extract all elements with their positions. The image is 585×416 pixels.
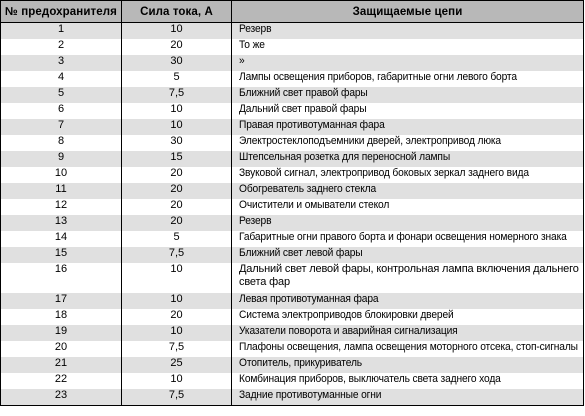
cell-fuse-number: 1	[1, 23, 122, 40]
table-row	[1, 263, 584, 293]
cell-circuit	[232, 119, 584, 135]
cell-current: 30	[122, 55, 232, 71]
cell-circuit	[232, 87, 584, 103]
cell-circuit	[232, 183, 584, 199]
table-row	[1, 183, 584, 199]
header-current: Сила тока, А	[122, 1, 232, 23]
circuit-label: Задние противотуманные огни	[239, 389, 382, 401]
cell-fuse-number: 3	[1, 55, 122, 71]
cell-current: 7,5	[122, 389, 232, 406]
cell-circuit	[232, 199, 584, 215]
table-row	[1, 39, 584, 55]
circuit-label: Система электроприводов блокировки дверей	[239, 309, 454, 321]
cell-fuse-number: 8	[1, 135, 122, 151]
cell-current: 25	[122, 357, 232, 373]
circuit-label: Резерв	[239, 23, 272, 35]
cell-current: 10	[122, 373, 232, 389]
cell-fuse-number: 15	[1, 247, 122, 263]
cell-fuse-number: 17	[1, 293, 122, 309]
table-row	[1, 71, 584, 87]
cell-fuse-number: 7	[1, 119, 122, 135]
table-row	[1, 215, 584, 231]
table-row	[1, 55, 584, 71]
header-row	[1, 1, 584, 23]
cell-current: 20	[122, 215, 232, 231]
cell-fuse-number: 12	[1, 199, 122, 215]
circuit-label: Габаритные огни правого борта и фонари освещения номерного знака	[239, 231, 567, 243]
circuit-label: Звуковой сигнал, электропривод боковых зеркал заднего вида	[239, 167, 529, 179]
table-row	[1, 373, 584, 389]
cell-fuse-number: 2	[1, 39, 122, 55]
cell-circuit	[232, 373, 584, 389]
circuit-label: Электростеклоподъемники дверей, электропривод люка	[239, 135, 501, 147]
cell-circuit	[232, 341, 584, 357]
cell-circuit	[232, 231, 584, 247]
table-row	[1, 293, 584, 309]
cell-circuit	[232, 389, 584, 406]
table-row	[1, 357, 584, 373]
cell-current: 20	[122, 199, 232, 215]
cell-current: 7,5	[122, 87, 232, 103]
circuit-label: Очистители и омыватели стекол	[239, 199, 390, 211]
circuit-label: То же	[239, 39, 265, 51]
cell-circuit	[232, 293, 584, 309]
cell-current: 10	[122, 263, 232, 293]
circuit-label: »	[239, 55, 245, 67]
table-row	[1, 119, 584, 135]
cell-current: 10	[122, 119, 232, 135]
cell-circuit	[232, 71, 584, 87]
cell-current: 5	[122, 71, 232, 87]
cell-fuse-number: 13	[1, 215, 122, 231]
cell-fuse-number: 20	[1, 341, 122, 357]
cell-current: 20	[122, 39, 232, 55]
cell-fuse-number: 6	[1, 103, 122, 119]
circuit-label: Плафоны освещения, лампа освещения моторного отсека, стоп-сигналы	[239, 341, 578, 353]
table-row	[1, 325, 584, 341]
cell-fuse-number: 18	[1, 309, 122, 325]
circuit-label: Ближний свет левой фары	[239, 247, 363, 259]
circuit-label: Штепсельная розетка для переносной лампы	[239, 151, 451, 163]
table-row	[1, 341, 584, 357]
circuit-label: Левая противотуманная фара	[239, 293, 379, 305]
circuit-label: Резерв	[239, 215, 272, 227]
table-row	[1, 135, 584, 151]
cell-current: 7,5	[122, 247, 232, 263]
table-row	[1, 309, 584, 325]
cell-current: 10	[122, 325, 232, 341]
table-row	[1, 151, 584, 167]
cell-fuse-number: 9	[1, 151, 122, 167]
cell-current: 10	[122, 103, 232, 119]
cell-circuit	[232, 247, 584, 263]
table-row	[1, 23, 584, 40]
cell-fuse-number: 4	[1, 71, 122, 87]
cell-current: 5	[122, 231, 232, 247]
circuit-label: Дальний свет левой фары, контрольная лампа включения дальнего света фар	[239, 263, 579, 288]
cell-fuse-number: 5	[1, 87, 122, 103]
table-row	[1, 87, 584, 103]
cell-circuit	[232, 215, 584, 231]
table-row	[1, 167, 584, 183]
table-body	[1, 23, 584, 406]
cell-circuit	[232, 325, 584, 341]
header-fuse-number: № предохранителя	[1, 1, 122, 23]
table-row	[1, 247, 584, 263]
table-row	[1, 231, 584, 247]
cell-fuse-number: 10	[1, 167, 122, 183]
cell-fuse-number: 11	[1, 183, 122, 199]
cell-circuit	[232, 151, 584, 167]
cell-circuit	[232, 23, 584, 40]
circuit-label: Правая противотуманная фара	[239, 119, 385, 131]
cell-circuit	[232, 263, 584, 293]
cell-current: 15	[122, 151, 232, 167]
cell-current: 20	[122, 309, 232, 325]
table-row	[1, 199, 584, 215]
cell-circuit	[232, 39, 584, 55]
cell-circuit	[232, 103, 584, 119]
circuit-label: Указатели поворота и аварийная сигнализация	[239, 325, 458, 337]
cell-circuit	[232, 357, 584, 373]
cell-circuit	[232, 167, 584, 183]
cell-current: 10	[122, 23, 232, 40]
cell-circuit	[232, 309, 584, 325]
cell-fuse-number: 16	[1, 263, 122, 293]
table-row	[1, 103, 584, 119]
circuit-label: Дальний свет правой фары	[239, 103, 367, 115]
table-header	[1, 1, 584, 23]
circuit-label: Отопитель, прикуриватель	[239, 357, 362, 369]
circuit-label: Лампы освещения приборов, габаритные огни левого борта	[239, 71, 517, 83]
cell-fuse-number: 23	[1, 389, 122, 406]
cell-circuit	[232, 55, 584, 71]
header-circuits: Защищаемые цепи	[232, 1, 584, 23]
circuit-label: Ближний свет правой фары	[239, 87, 368, 99]
circuit-label: Комбинация приборов, выключатель света заднего хода	[239, 373, 501, 385]
cell-current: 10	[122, 293, 232, 309]
cell-current: 30	[122, 135, 232, 151]
cell-current: 7,5	[122, 341, 232, 357]
cell-fuse-number: 14	[1, 231, 122, 247]
cell-current: 20	[122, 167, 232, 183]
cell-fuse-number: 22	[1, 373, 122, 389]
cell-fuse-number: 21	[1, 357, 122, 373]
cell-fuse-number: 19	[1, 325, 122, 341]
cell-current: 20	[122, 183, 232, 199]
cell-circuit	[232, 135, 584, 151]
circuit-label: Обогреватель заднего стекла	[239, 183, 377, 195]
table-row	[1, 389, 584, 406]
